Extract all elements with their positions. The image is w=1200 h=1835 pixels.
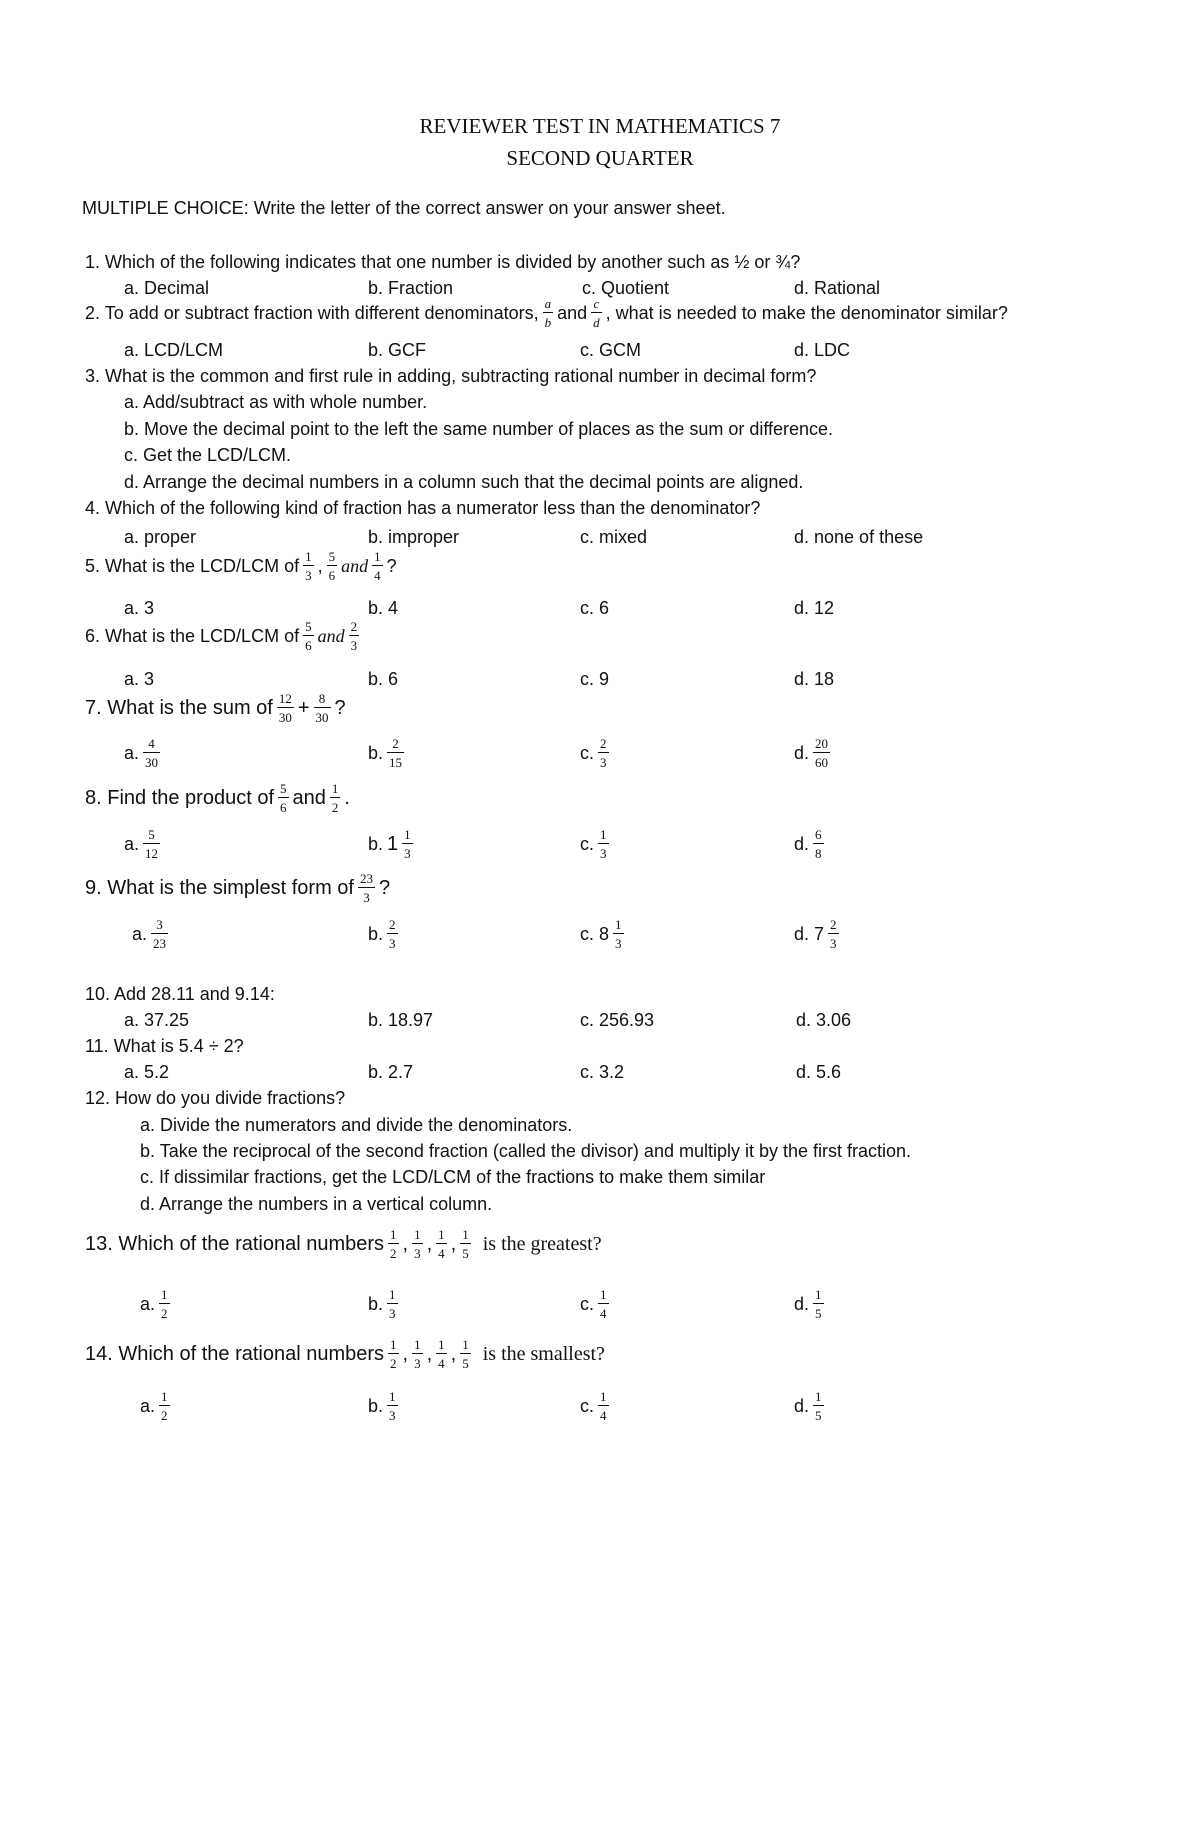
q7-plus: + [297,697,310,719]
q7-choice-b: b. $\frac{2}{15}$ [368,736,403,770]
q8-fraction-2: $\frac{1}{2}$ [331,781,339,815]
q8-choice-c: c. $\frac{1}{3}$ [580,827,607,861]
q9-fraction: $\frac{23}{3}$ [359,871,373,905]
q5-choice-a: a. 3 [124,598,155,618]
q2-choice-a: a. LCD/LCM [124,340,224,360]
q7-choice-a: a. $\frac{4}{30}$ [124,736,159,770]
q8-fraction-1: $\frac{5}{6}$ [280,781,287,815]
q11-choice-b: b. 2.7 [368,1062,414,1082]
q14-choice-d: d. $\frac{1}{5}$ [794,1389,822,1423]
question-2 [85,297,1008,329]
q10-choice-a: a. 37.25 [124,1010,190,1030]
q6-choice-b: b. 6 [368,669,399,689]
q14-choice-a: a. $\frac{1}{2}$ [140,1389,168,1423]
q1-choice-a: a. Decimal [124,278,210,298]
instructions: MULTIPLE CHOICE: Write the letter of the correct answer on your answer sheet. [82,198,726,218]
q6-choice-d: d. 18 [794,669,835,689]
page-subtitle: SECOND QUARTER [506,146,694,170]
question-10: 10. Add 28.11 and 9.14: [85,984,275,1004]
q10-choice-b: b. 18.97 [368,1010,434,1030]
q8-text-post: . [344,787,350,809]
q13-fraction-3: $\frac{1}{4}$ [438,1227,445,1261]
q13-fraction-1: $\frac{1}{2}$ [390,1227,397,1261]
question-3: 3. What is the common and first rule in adding, subtracting rational number in decimal form? [85,366,817,386]
q12-choice-a: a. Divide the numerators and divide the denominators. [140,1115,573,1135]
question-8 [85,782,350,814]
q12-choice-c: c. If dissimilar fractions, get the LCD/LCM of the fractions to make them similar [140,1167,766,1187]
q13-text-pre: 13. Which of the rational numbers [85,1233,385,1255]
q8-and: and [292,787,326,809]
q2-choice-d: d. LDC [794,340,851,360]
q8-text-pre: 8. Find the product of [85,787,275,809]
q3-choice-d: d. Arrange the decimal numbers in a column such that the decimal points are aligned. [124,472,804,492]
q9-choice-c: c. 8 $\frac{1}{3}$ [580,917,622,951]
q5-choice-c: c. 6 [580,598,610,618]
question-13: 13. Which of the rational numbers $\frac{1}{2}$ , $\frac{1}{3}$ , $\frac{1}{4}$ , $\frac{1}{5}$ is the greatest? [85,1227,602,1261]
q5-choice-d: d. 12 [794,598,835,618]
page-title: REVIEWER TEST IN MATHEMATICS 7 [419,114,781,138]
q9-text-pre: 9. What is the simplest form of [85,877,354,899]
question-7 [85,692,346,724]
question-11: 11. What is 5.4 ÷ 2? [85,1036,244,1056]
fraction-a-over-b: $\frac{a}{b}$ [544,296,552,330]
q4-choice-b: b. improper [368,527,460,547]
q9-choice-d: d. 7 $\frac{2}{3}$ [794,917,837,951]
q3-choice-c: c. Get the LCD/LCM. [124,445,292,465]
q4-choice-d: d. none of these [794,527,924,547]
q5-text-post: ? [386,556,397,576]
q2-and: and [557,303,588,323]
q2-choice-b: b. GCF [368,340,427,360]
q6-and: and [317,626,345,646]
q3-choice-b: b. Move the decimal point to the left the same number of places as the sum or difference. [124,419,834,439]
q7-choice-c: c. $\frac{2}{3}$ [580,736,607,770]
q5-fraction-2: $\frac{5}{6}$ [328,549,336,583]
question-4: 4. Which of the following kind of fraction has a numerator less than the denominator? [85,498,761,518]
q5-and: and [341,556,369,576]
q5-comma: , [317,556,323,576]
q7-text-pre: 7. What is the sum of [85,697,273,719]
q5-choice-b: b. 4 [368,598,399,618]
q11-choice-a: a. 5.2 [124,1062,170,1082]
q13-choice-b: b. $\frac{1}{3}$ [368,1287,396,1321]
q6-choice-c: c. 9 [580,669,610,689]
q13-fraction-2: $\frac{1}{3}$ [414,1227,421,1261]
q14-fraction-3: $\frac{1}{4}$ [438,1337,445,1371]
q7-text-post: ? [334,697,346,719]
q14-text-post: is the smallest? [482,1343,605,1365]
q13-choice-d: d. $\frac{1}{5}$ [794,1287,822,1321]
q4-choice-c: c. mixed [580,527,648,547]
q9-text-post: ? [378,877,391,899]
q7-choice-d: d. $\frac{20}{60}$ [794,736,829,770]
question-9 [85,872,390,904]
q1-choice-c: c. Quotient [582,278,670,298]
q2-choice-c: c. GCM [580,340,641,360]
q14-fraction-2: $\frac{1}{3}$ [414,1337,421,1371]
q10-choice-d: d. 3.06 [796,1010,852,1030]
q6-choice-a: a. 3 [124,669,155,689]
q14-choice-c: c. $\frac{1}{4}$ [580,1389,607,1423]
q14-fraction-1: $\frac{1}{2}$ [390,1337,397,1371]
q5-fraction-3: $\frac{1}{4}$ [374,549,381,583]
question-6 [85,620,363,652]
q13-choice-a: a. $\frac{1}{2}$ [140,1287,168,1321]
q14-text-pre: 14. Which of the rational numbers [85,1343,385,1365]
q9-choice-b: b. $\frac{2}{3}$ [368,917,396,951]
q9-choice-a: a. $\frac{3}{23}$ [132,917,167,951]
q11-choice-d: d. 5.6 [796,1062,842,1082]
q8-choice-a: a. $\frac{5}{12}$ [124,827,159,861]
q8-choice-d: d. $\frac{6}{8}$ [794,827,822,861]
q10-choice-c: c. 256.93 [580,1010,655,1030]
q5-fraction-1: $\frac{1}{3}$ [305,549,312,583]
fraction-c-over-d: $\frac{c}{d}$ [593,296,600,330]
q14-choice-b: b. $\frac{1}{3}$ [368,1389,396,1423]
q2-text-post: , what is needed to make the denominator similar? [605,303,1008,323]
q8-choice-b: b. 1 $\frac{1}{3}$ [368,827,411,861]
q13-text-post: is the greatest? [482,1233,602,1255]
q11-choice-c: c. 3.2 [580,1062,625,1082]
q1-choice-d: d. Rational [794,278,881,298]
q4-choice-a: a. proper [124,527,197,547]
q12-choice-b: b. Take the reciprocal of the second fraction (called the divisor) and multiply it by the first fraction. [140,1141,912,1161]
q3-choice-a: a. Add/subtract as with whole number. [124,392,428,412]
q1-choice-b: b. Fraction [368,278,454,298]
q5-text-pre: 5. What is the LCD/LCM of [85,556,300,576]
q7-fraction-2: $\frac{8}{30}$ [315,691,329,725]
question-12: 12. How do you divide fractions? [85,1088,346,1108]
question-1: 1. Which of the following indicates that one number is divided by another such as ½ or ¾? [85,252,801,272]
q12-choice-d: d. Arrange the numbers in a vertical column. [140,1194,493,1214]
q7-fraction-1: $\frac{12}{30}$ [278,691,292,725]
q13-fraction-4: $\frac{1}{5}$ [462,1227,469,1261]
q13-choice-c: c. $\frac{1}{4}$ [580,1287,607,1321]
q6-fraction-1: $\frac{5}{6}$ [305,619,312,653]
q6-text-pre: 6. What is the LCD/LCM of [85,626,300,646]
q2-text-pre: 2. To add or subtract fraction with different denominators, [85,303,539,323]
q6-fraction-2: $\frac{2}{3}$ [350,619,358,653]
q14-fraction-4: $\frac{1}{5}$ [462,1337,469,1371]
question-14: 14. Which of the rational numbers $\frac{1}{2}$ , $\frac{1}{3}$ , $\frac{1}{4}$ , $\frac{1}{5}$ is the smallest? [85,1337,605,1371]
question-5 [85,550,397,582]
